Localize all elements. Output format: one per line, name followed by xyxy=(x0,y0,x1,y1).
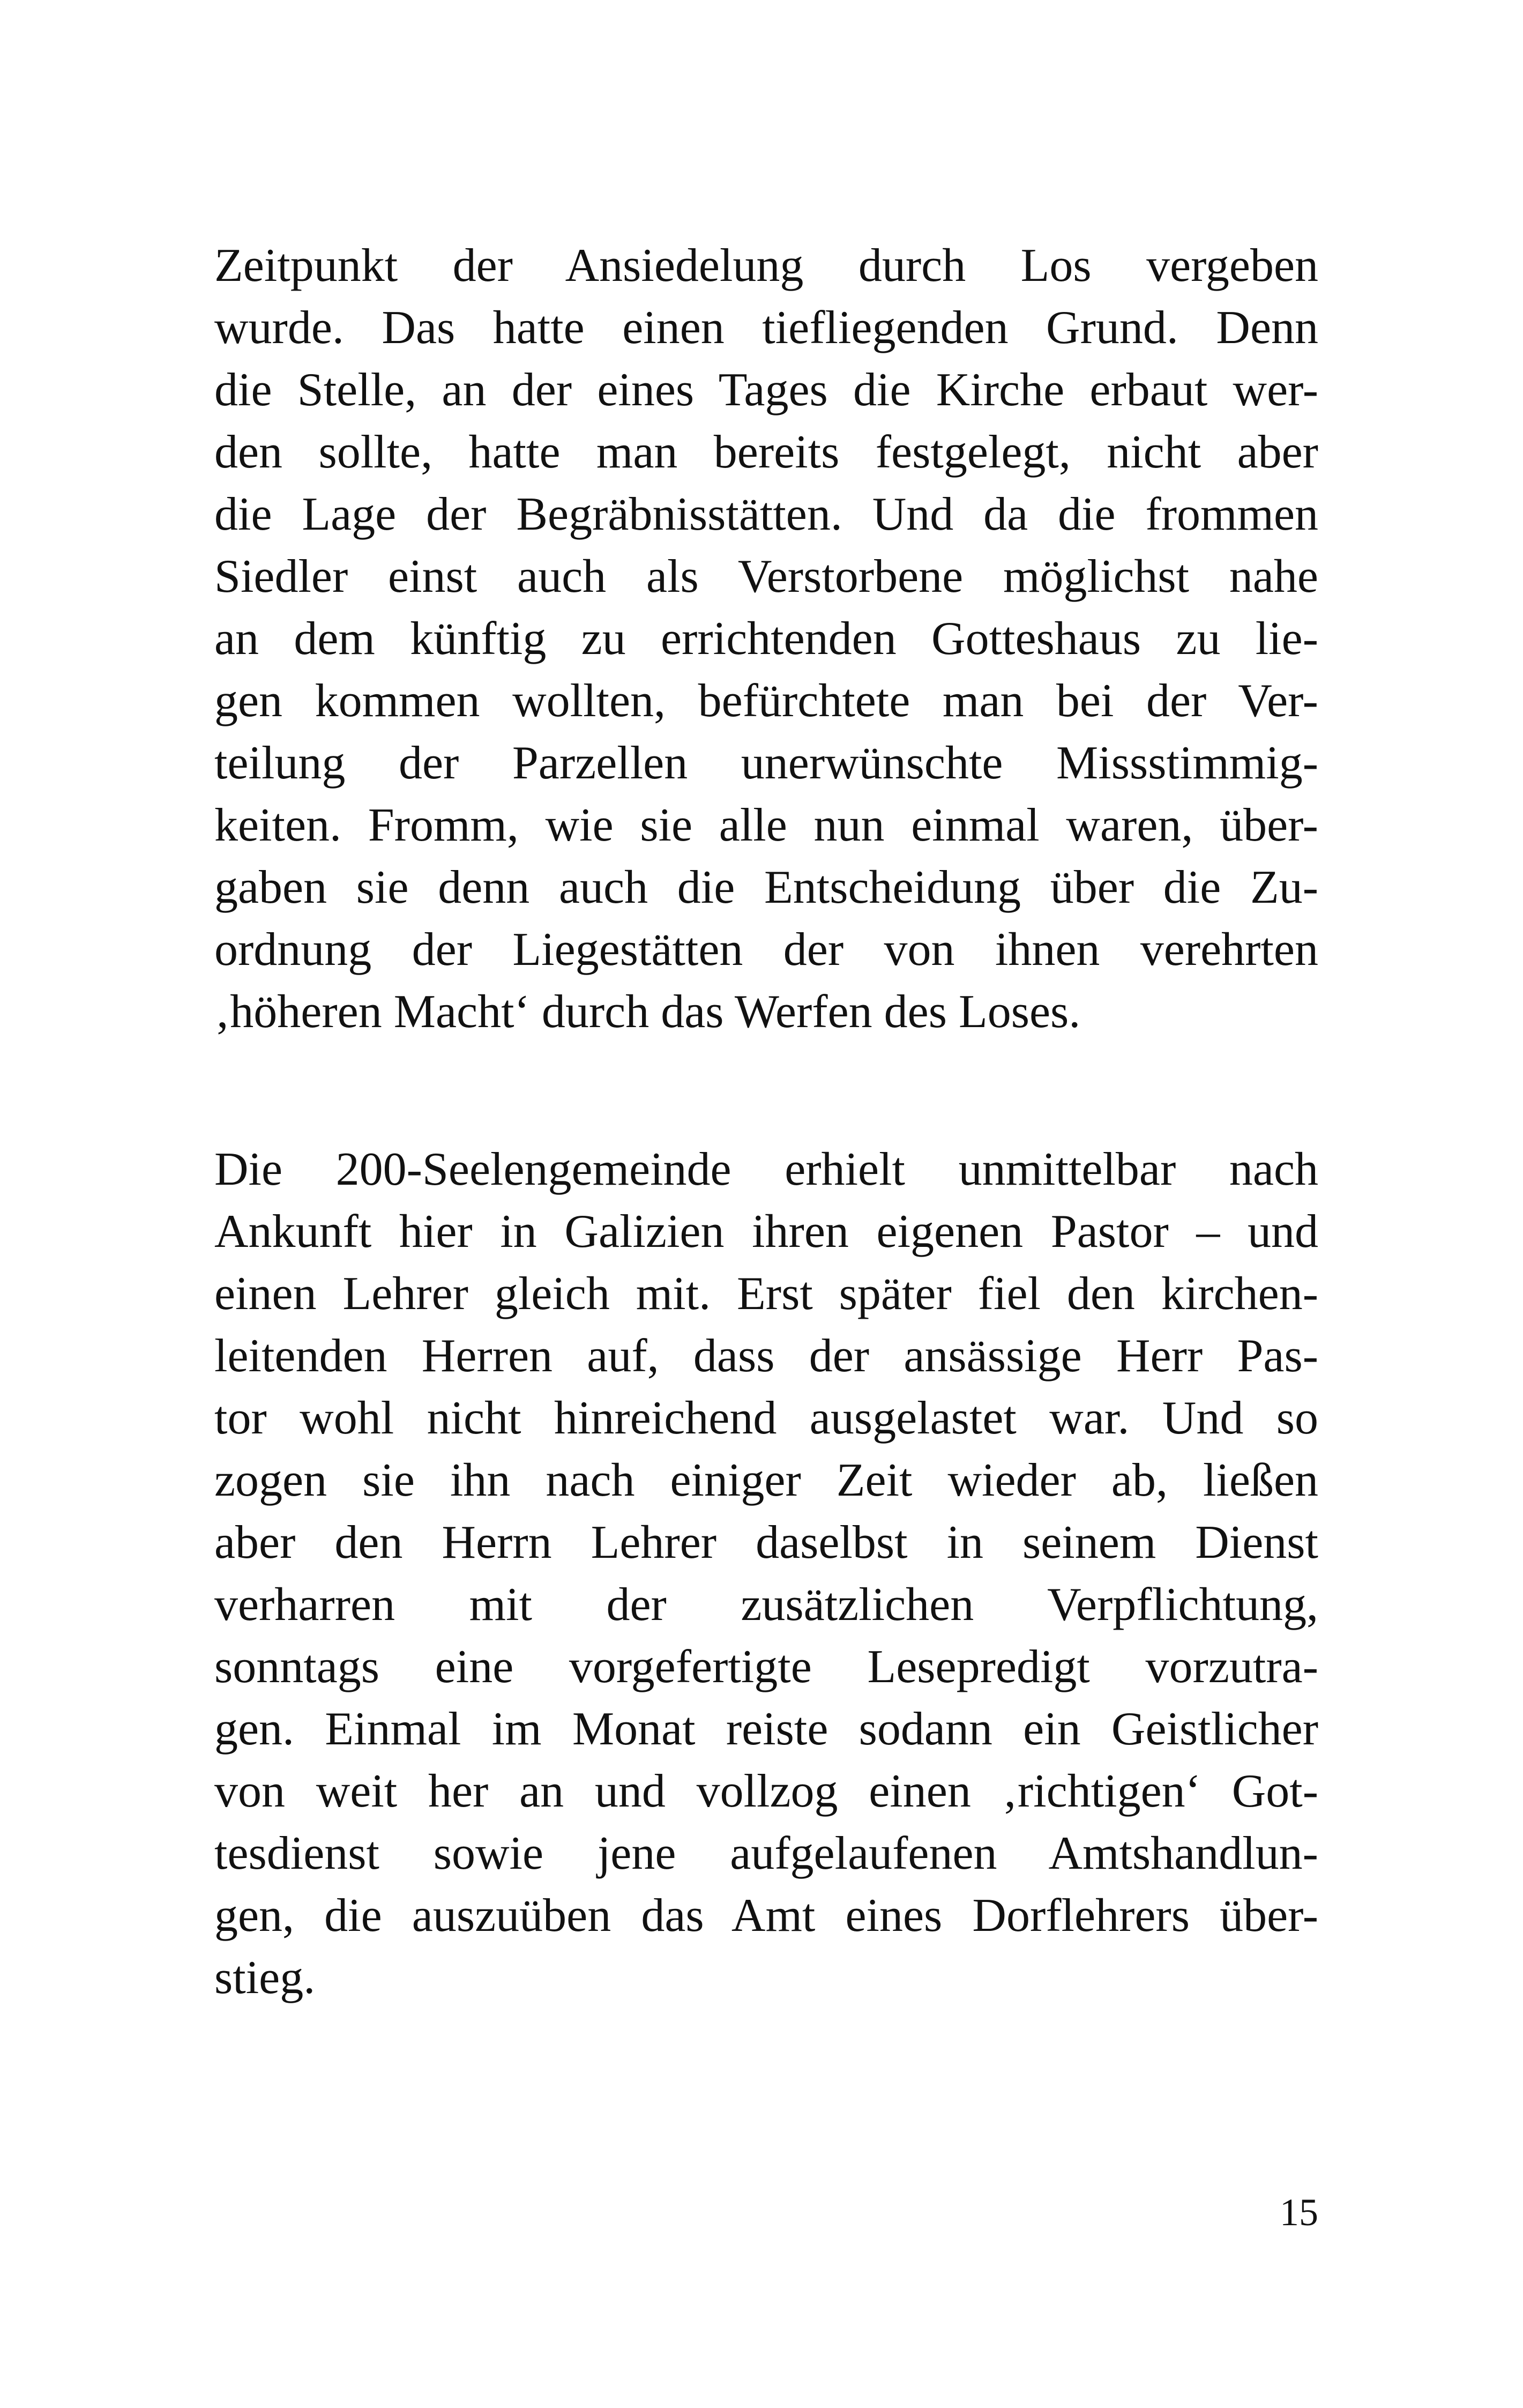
text-line: Die 200-Seelengemeinde erhielt unmittelbar nach xyxy=(214,1143,1318,1195)
text-line: gen. Einmal im Monat reiste sodann ein Geistlicher xyxy=(214,1703,1318,1755)
text-line: verharren mit der zusätzlichen Verpflichtung, xyxy=(214,1579,1318,1631)
text-line: leitenden Herren auf, dass der ansässige Herr Pas- xyxy=(214,1330,1318,1382)
text-line: aber den Herrn Lehrer daselbst in seinem Dienst xyxy=(214,1517,1318,1569)
text-line: wurde. Das hatte einen tiefliegenden Grund. Denn xyxy=(214,302,1318,354)
text-line: die Lage der Begräbnisstätten. Und da die frommen xyxy=(214,488,1318,540)
text-line: gen, die auszuüben das Amt eines Dorflehrers über- xyxy=(214,1890,1318,1942)
paragraph-2 xyxy=(214,1139,1318,2009)
text-line: tor wohl nicht hinreichend ausgelastet war. Und so xyxy=(214,1392,1318,1444)
text-line: teilung der Parzellen unerwünschte Missstimmig- xyxy=(214,737,1318,789)
page-number: 15 xyxy=(1280,2191,1318,2234)
text-line: gen kommen wollten, befürchtete man bei der Ver- xyxy=(214,675,1318,727)
text-line: Siedler einst auch als Verstorbene möglichst nahe xyxy=(214,551,1318,603)
text-line: zogen sie ihn nach einiger Zeit wieder ab, ließen xyxy=(214,1454,1318,1506)
text-line: von weit her an und vollzog einen ‚richtigen‘ Got- xyxy=(214,1765,1318,1817)
text-line: tesdienst sowie jene aufgelaufenen Amtshandlun- xyxy=(214,1827,1318,1879)
text-line: ‚höheren Macht‘ durch das Werfen des Loses. xyxy=(214,986,1081,1038)
text-line: ordnung der Liegestätten der von ihnen verehrten xyxy=(214,924,1318,976)
text-line: keiten. Fromm, wie sie alle nun einmal waren, über- xyxy=(214,799,1318,851)
text-line: an dem künftig zu errichtenden Gotteshaus zu lie- xyxy=(214,613,1318,665)
text-line: Ankunft hier in Galizien ihren eigenen Pastor – und xyxy=(214,1206,1318,1258)
text-line: stieg. xyxy=(214,1952,316,2004)
text-line: sonntags eine vorgefertigte Lesepredigt vorzutra- xyxy=(214,1641,1318,1693)
text-line: einen Lehrer gleich mit. Erst später fiel den kirchen- xyxy=(214,1268,1318,1320)
text-line: Zeitpunkt der Ansiedelung durch Los vergeben xyxy=(214,240,1318,292)
text-line: den sollte, hatte man bereits festgelegt, nicht aber xyxy=(214,426,1318,478)
text-line: die Stelle, an der eines Tages die Kirche erbaut wer- xyxy=(214,364,1318,416)
text-line: gaben sie denn auch die Entscheidung über die Zu- xyxy=(214,861,1318,913)
paragraph-1 xyxy=(214,235,1318,1043)
